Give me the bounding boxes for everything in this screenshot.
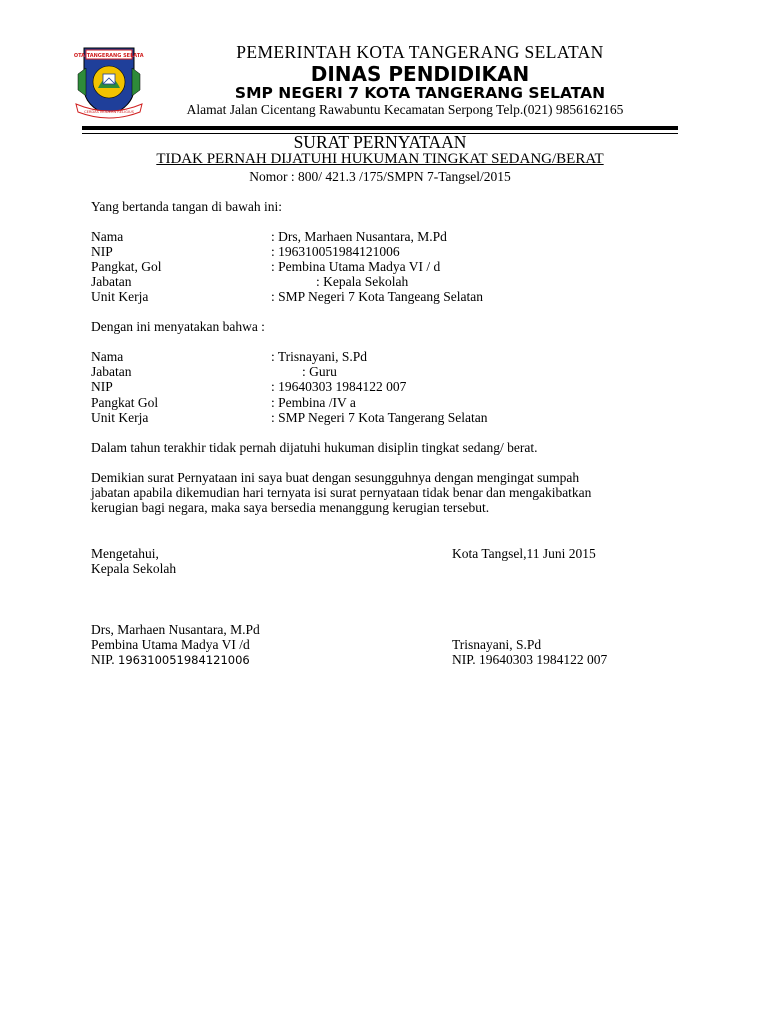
signer-value-name: : Drs, Marhaen Nusantara, M.Pd <box>271 229 447 244</box>
subject-value-unit: : SMP Negeri 7 Kota Tangerang Selatan <box>271 410 488 425</box>
subject-value-position: : Guru <box>302 364 337 379</box>
principal-name: Drs, Marhaen Nusantara, M.Pd <box>91 622 260 637</box>
statement-intro: Dengan ini menyatakan bahwa : <box>91 319 265 334</box>
closing-paragraph-line-3: kerugian bagi negara, maka saya bersedia menanggung kerugian tersebut. <box>91 500 490 515</box>
subject-label-name: Nama <box>91 349 124 364</box>
subject-label-rank: Pangkat Gol <box>91 395 159 410</box>
subject-label-nip: NIP <box>91 379 113 394</box>
teacher-nip: NIP. 19640303 1984122 007 <box>452 652 608 667</box>
statement-paragraph: Dalam tahun terakhir tidak pernah dijatuhi hukuman disiplin tingkat sedang/ berat. <box>91 440 538 455</box>
government-name: PEMERINTAH KOTA TANGERANG SELATAN <box>236 42 604 62</box>
principal-title: Kepala Sekolah <box>91 561 177 576</box>
signer-value-position: : Kepala Sekolah <box>316 274 409 289</box>
signer-value-rank: : Pembina Utama Madya VI / d <box>271 259 441 274</box>
signer-label-unit: Unit Kerja <box>91 289 149 304</box>
closing-paragraph-line-2: jabatan apabila dikemudian hari ternyata isi surat pernyataan tidak benar dan mengakibatkan <box>91 485 592 500</box>
subject-value-nip: : 19640303 1984122 007 <box>271 379 407 394</box>
subject-value-name: : Trisnayani, S.Pd <box>271 349 368 364</box>
signer-value-unit: : SMP Negeri 7 Kota Tangeang Selatan <box>271 289 484 304</box>
signer-label-nip: NIP <box>91 244 113 259</box>
agency-name: DINAS PENDIDIKAN <box>310 62 530 86</box>
document-subtitle: TIDAK PERNAH DIJATUHI HUKUMAN TINGKAT SEDANG/BERAT <box>156 151 604 167</box>
signer-value-nip: : 196310051984121006 <box>271 244 400 259</box>
place-date: Kota Tangsel,11 Juni 2015 <box>452 546 596 561</box>
city-logo <box>74 44 144 122</box>
subject-label-unit: Unit Kerja <box>91 410 149 425</box>
principal-nip-value: 196310051984121006 <box>118 653 250 667</box>
logo-ribbon-text: CERDAS MODERN RELIGIUS <box>84 110 134 114</box>
teacher-name: Trisnayani, S.Pd <box>452 637 542 652</box>
header-divider-thick <box>82 126 678 130</box>
subject-value-rank: : Pembina /IV a <box>271 395 356 410</box>
closing-paragraph-line-1: Demikian surat Pernyataan ini saya buat dengan sesungguhnya dengan mengingat sumpah <box>91 470 580 485</box>
principal-nip-prefix: NIP. <box>91 652 119 667</box>
school-name: SMP NEGERI 7 KOTA TANGERANG SELATAN <box>234 84 606 102</box>
school-address: Alamat Jalan Cicentang Rawabuntu Kecamatan Serpong Telp.(021) 9856162165 <box>186 102 624 117</box>
signer-label-position: Jabatan <box>91 274 132 289</box>
principal-nip <box>91 652 250 668</box>
document-number: Nomor : 800/ 421.3 /175/SMPN 7-Tangsel/2015 <box>249 169 511 184</box>
document-title: SURAT PERNYATAAN <box>293 132 467 152</box>
signer-label-rank: Pangkat, Gol <box>91 259 162 274</box>
signer-label-name: Nama <box>91 229 124 244</box>
logo-banner-text: KOTA TANGERANG SELATAN <box>74 53 144 59</box>
acknowledged-label: Mengetahui, <box>91 546 159 561</box>
subject-label-position: Jabatan <box>91 364 132 379</box>
intro-text: Yang bertanda tangan di bawah ini: <box>91 199 282 214</box>
principal-rank: Pembina Utama Madya VI /d <box>91 637 250 652</box>
